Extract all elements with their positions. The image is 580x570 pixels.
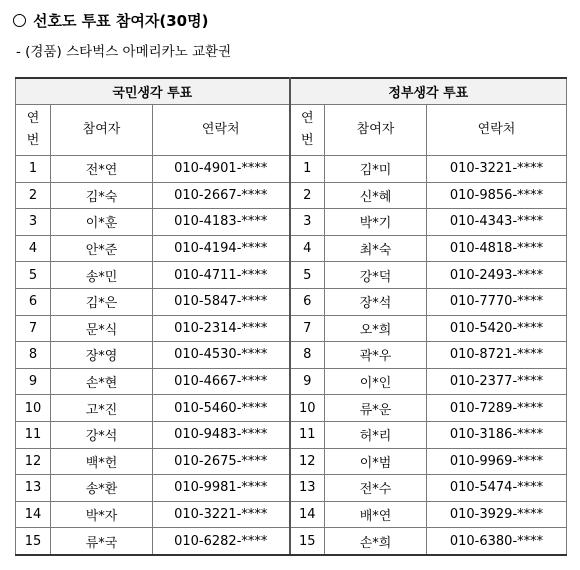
table-row bbox=[16, 528, 567, 555]
table-row bbox=[16, 315, 567, 342]
group-header-citizen: 국민생각 투표 bbox=[16, 78, 290, 105]
participant-name: 백*헌 bbox=[51, 448, 153, 475]
participant-name: 강*덕 bbox=[325, 262, 427, 289]
table-row bbox=[16, 209, 567, 236]
row-number: 5 bbox=[16, 262, 51, 289]
participant-name: 배*연 bbox=[325, 501, 427, 528]
participant-name: 손*현 bbox=[51, 368, 153, 395]
participant-name: 박*자 bbox=[51, 501, 153, 528]
row-number: 3 bbox=[16, 209, 51, 236]
participant-name: 박*기 bbox=[325, 209, 427, 236]
col-header-name: 참여자 bbox=[325, 105, 427, 156]
participant-contact: 010-3929-**** bbox=[427, 501, 567, 528]
row-number: 12 bbox=[290, 448, 325, 475]
participant-name: 김*은 bbox=[51, 288, 153, 315]
row-number: 14 bbox=[290, 501, 325, 528]
row-number: 7 bbox=[290, 315, 325, 342]
col-header-contact: 연락처 bbox=[153, 105, 290, 156]
row-number: 4 bbox=[290, 235, 325, 262]
table-row bbox=[16, 262, 567, 289]
participant-contact: 010-7289-**** bbox=[427, 395, 567, 422]
participants-table bbox=[15, 77, 567, 556]
participant-name: 류*운 bbox=[325, 395, 427, 422]
table-row bbox=[16, 288, 567, 315]
col-header-no: 연 번 bbox=[16, 105, 51, 156]
row-number: 1 bbox=[16, 156, 51, 183]
participant-contact: 010-5420-**** bbox=[427, 315, 567, 342]
participant-contact: 010-4667-**** bbox=[153, 368, 290, 395]
participant-contact: 010-6380-**** bbox=[427, 528, 567, 555]
page-title-text: 선호도 투표 참여자(30명) bbox=[33, 11, 209, 30]
table-row bbox=[16, 182, 567, 209]
participant-contact: 010-8721-**** bbox=[427, 342, 567, 369]
participant-name: 류*국 bbox=[51, 528, 153, 555]
participant-contact: 010-9856-**** bbox=[427, 182, 567, 209]
row-number: 13 bbox=[16, 475, 51, 502]
row-number: 12 bbox=[16, 448, 51, 475]
row-number: 8 bbox=[16, 342, 51, 369]
participant-contact: 010-3186-**** bbox=[427, 421, 567, 448]
participant-name: 손*희 bbox=[325, 528, 427, 555]
row-number: 14 bbox=[16, 501, 51, 528]
participant-contact: 010-2675-**** bbox=[153, 448, 290, 475]
participant-name: 송*민 bbox=[51, 262, 153, 289]
participant-contact: 010-9483-**** bbox=[153, 421, 290, 448]
row-number: 2 bbox=[290, 182, 325, 209]
row-number: 10 bbox=[290, 395, 325, 422]
row-number: 8 bbox=[290, 342, 325, 369]
participant-contact: 010-4711-**** bbox=[153, 262, 290, 289]
row-number: 11 bbox=[16, 421, 51, 448]
participant-contact: 010-6282-**** bbox=[153, 528, 290, 555]
participant-name: 고*진 bbox=[51, 395, 153, 422]
row-number: 7 bbox=[16, 315, 51, 342]
participant-name: 장*영 bbox=[51, 342, 153, 369]
participant-name: 전*수 bbox=[325, 475, 427, 502]
participant-contact: 010-5847-**** bbox=[153, 288, 290, 315]
participants-table-body bbox=[16, 156, 567, 555]
participant-name: 강*석 bbox=[51, 421, 153, 448]
row-number: 2 bbox=[16, 182, 51, 209]
circle-bullet-icon bbox=[13, 14, 26, 27]
participant-contact: 010-3221-**** bbox=[153, 501, 290, 528]
participant-contact: 010-4343-**** bbox=[427, 209, 567, 236]
row-number: 6 bbox=[290, 288, 325, 315]
participant-name: 송*환 bbox=[51, 475, 153, 502]
participant-contact: 010-5460-**** bbox=[153, 395, 290, 422]
table-row bbox=[16, 501, 567, 528]
participant-name: 김*미 bbox=[325, 156, 427, 183]
participant-name: 오*희 bbox=[325, 315, 427, 342]
participant-name: 최*숙 bbox=[325, 235, 427, 262]
participant-contact: 010-4530-**** bbox=[153, 342, 290, 369]
participant-contact: 010-7770-**** bbox=[427, 288, 567, 315]
participant-name: 이*인 bbox=[325, 368, 427, 395]
row-number: 15 bbox=[290, 528, 325, 555]
participant-contact: 010-2377-**** bbox=[427, 368, 567, 395]
row-number: 5 bbox=[290, 262, 325, 289]
table-row bbox=[16, 235, 567, 262]
table-row bbox=[16, 421, 567, 448]
col-header-name: 참여자 bbox=[51, 105, 153, 156]
participant-name: 김*숙 bbox=[51, 182, 153, 209]
table-row bbox=[16, 395, 567, 422]
row-number: 13 bbox=[290, 475, 325, 502]
participant-name: 장*석 bbox=[325, 288, 427, 315]
row-number: 3 bbox=[290, 209, 325, 236]
participant-contact: 010-9969-**** bbox=[427, 448, 567, 475]
table-row bbox=[16, 475, 567, 502]
participant-name: 문*식 bbox=[51, 315, 153, 342]
row-number: 6 bbox=[16, 288, 51, 315]
participant-name: 신*혜 bbox=[325, 182, 427, 209]
participant-contact: 010-4183-**** bbox=[153, 209, 290, 236]
page-title bbox=[13, 7, 208, 33]
row-number: 4 bbox=[16, 235, 51, 262]
participant-name: 허*리 bbox=[325, 421, 427, 448]
row-number: 15 bbox=[16, 528, 51, 555]
participant-name: 안*준 bbox=[51, 235, 153, 262]
table-row bbox=[16, 368, 567, 395]
participant-contact: 010-2667-**** bbox=[153, 182, 290, 209]
col-header-contact: 연락처 bbox=[427, 105, 567, 156]
participant-contact: 010-9981-**** bbox=[153, 475, 290, 502]
group-header-government: 정부생각 투표 bbox=[290, 78, 567, 105]
table-row bbox=[16, 156, 567, 183]
participant-name: 이*범 bbox=[325, 448, 427, 475]
participant-contact: 010-4194-**** bbox=[153, 235, 290, 262]
participant-contact: 010-3221-**** bbox=[427, 156, 567, 183]
participant-name: 곽*우 bbox=[325, 342, 427, 369]
participant-contact: 010-4901-**** bbox=[153, 156, 290, 183]
row-number: 10 bbox=[16, 395, 51, 422]
row-number: 9 bbox=[290, 368, 325, 395]
row-number: 9 bbox=[16, 368, 51, 395]
participant-contact: 010-2493-**** bbox=[427, 262, 567, 289]
participant-contact: 010-4818-**** bbox=[427, 235, 567, 262]
participant-name: 이*훈 bbox=[51, 209, 153, 236]
prize-description: - (경품) 스타벅스 아메리카노 교환권 bbox=[16, 44, 232, 60]
table-row bbox=[16, 342, 567, 369]
participant-name: 전*연 bbox=[51, 156, 153, 183]
participant-contact: 010-5474-**** bbox=[427, 475, 567, 502]
table-row bbox=[16, 448, 567, 475]
row-number: 11 bbox=[290, 421, 325, 448]
participant-contact: 010-2314-**** bbox=[153, 315, 290, 342]
row-number: 1 bbox=[290, 156, 325, 183]
col-header-no: 연 번 bbox=[290, 105, 325, 156]
